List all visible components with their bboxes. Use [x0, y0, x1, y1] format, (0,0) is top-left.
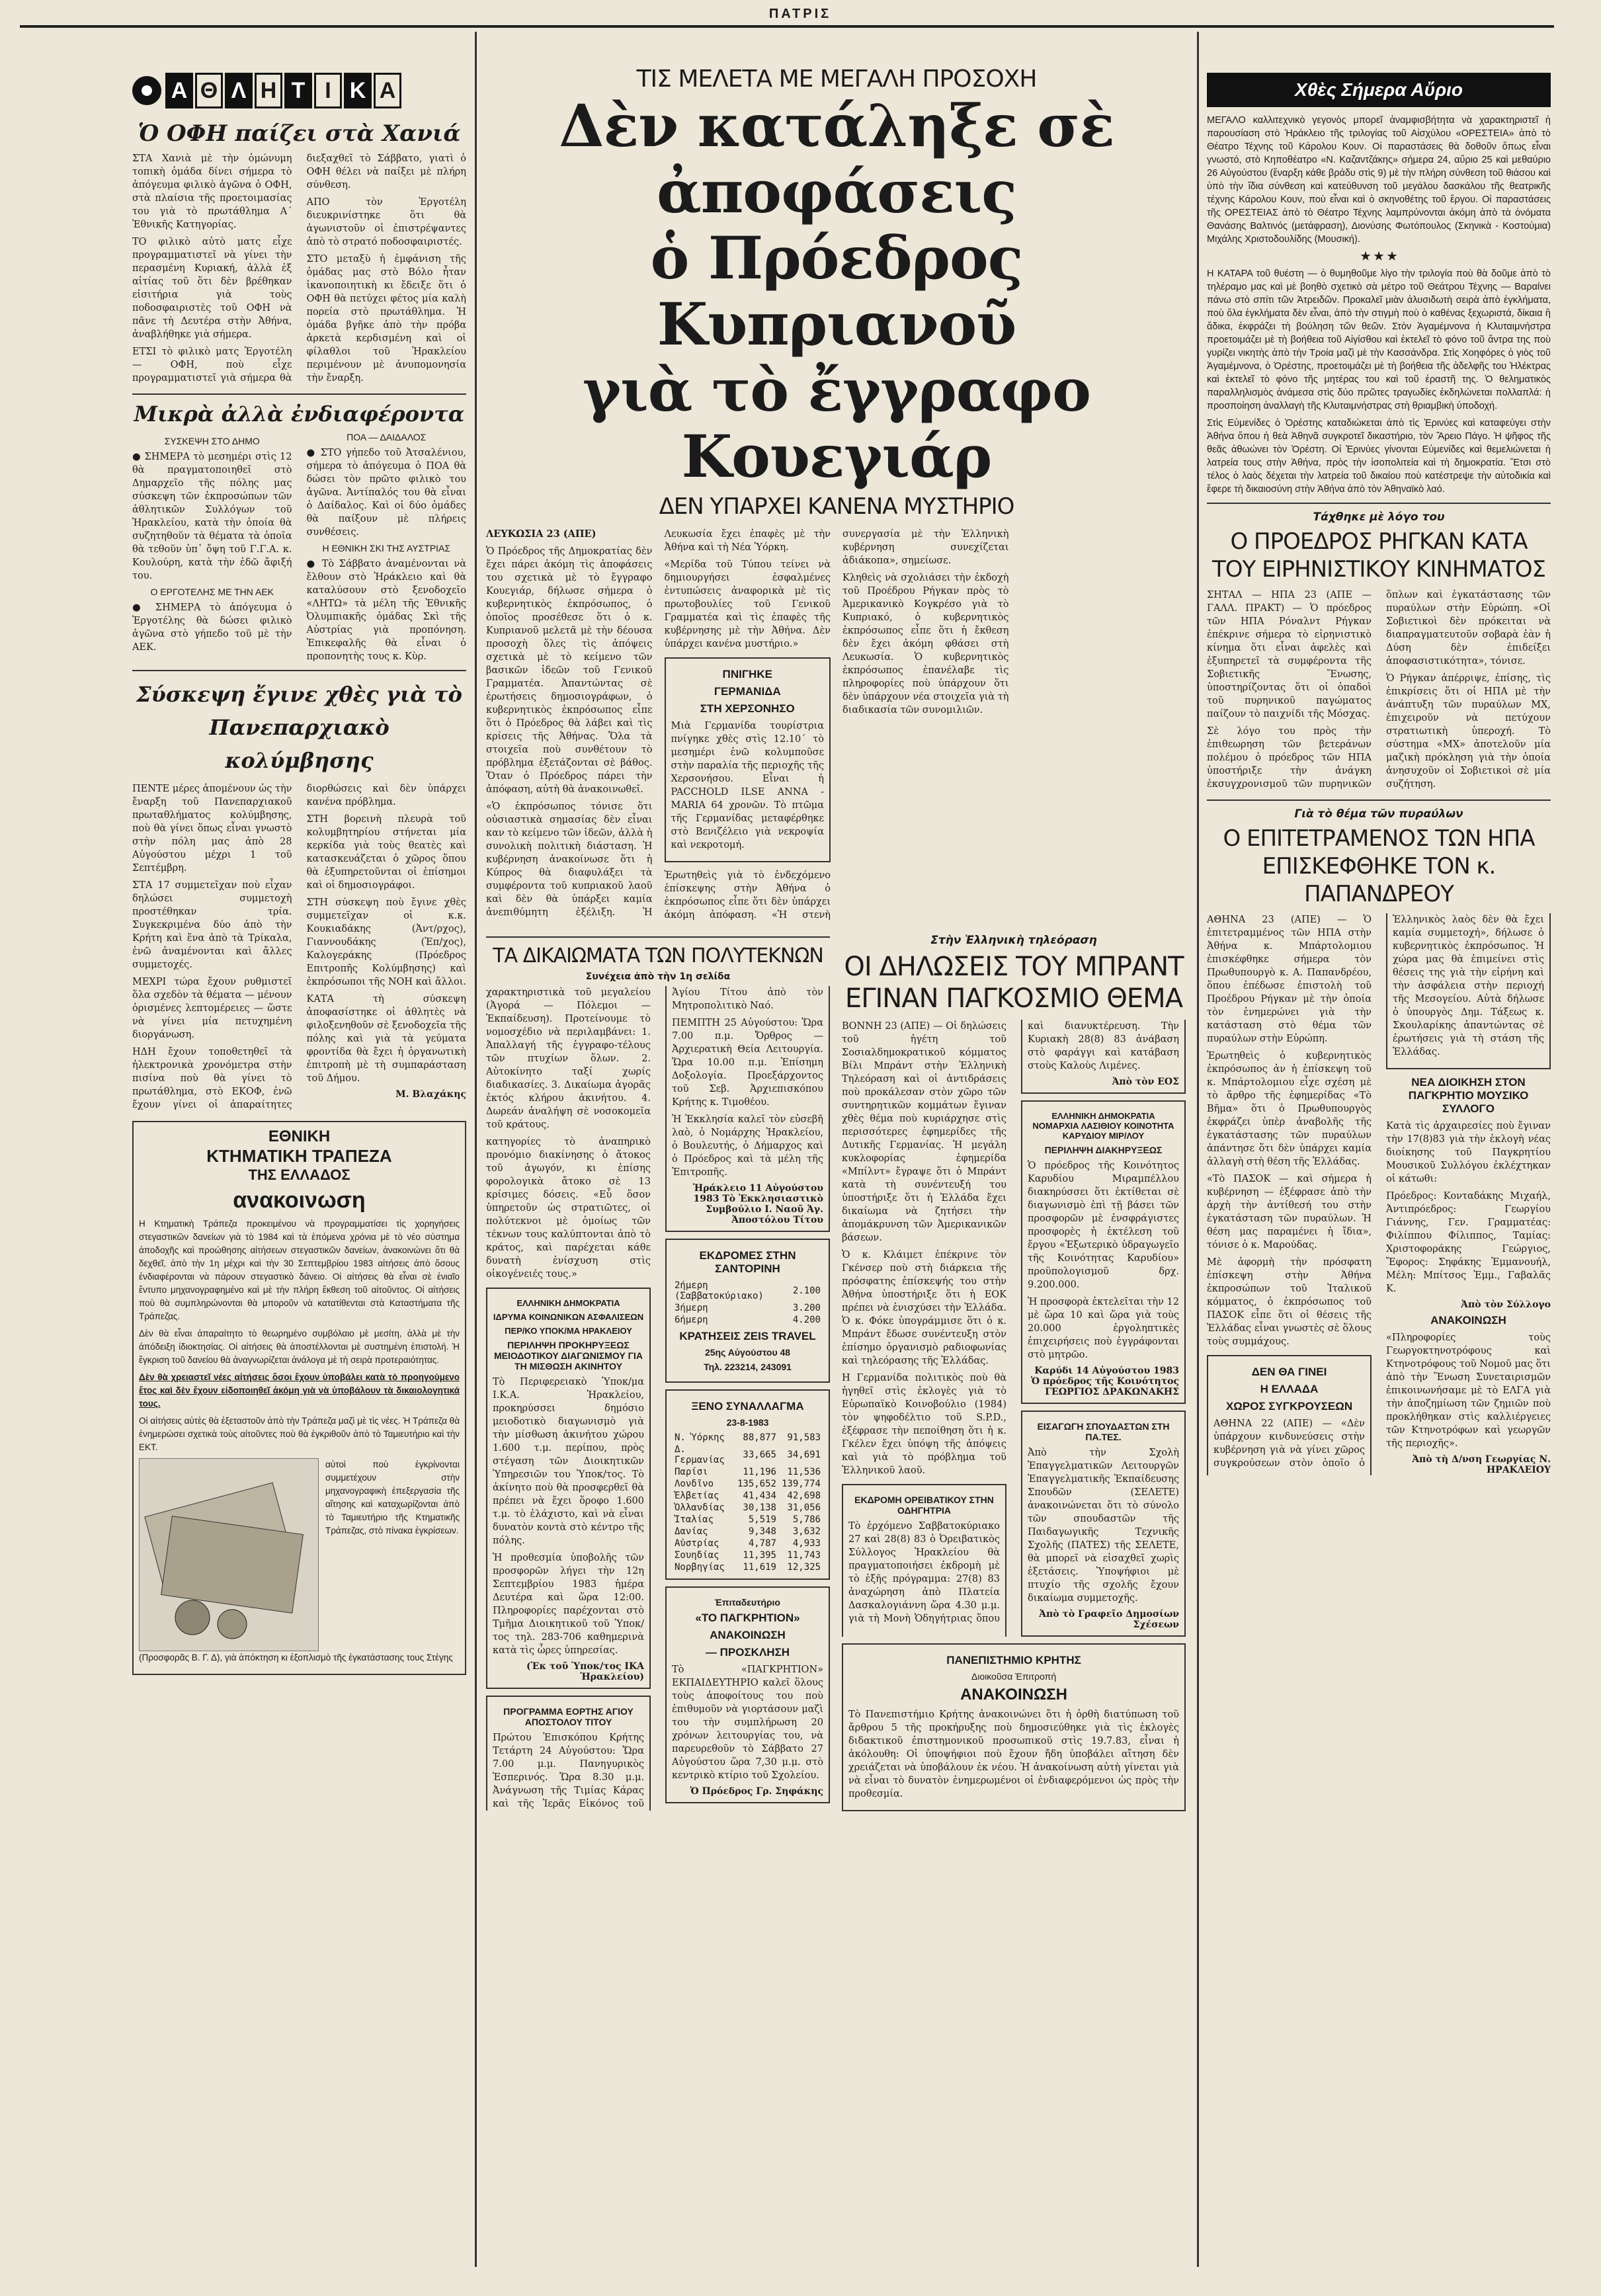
brief-text: ● ΣΗΜΕΡΑ τὸ ἀπόγευμα ὁ Ἐργοτέλης θὰ δώσει φιλικὸ ἀγῶνα στὸ γήπεδο τοῦ μὲ τὴν ΑΕΚ. — [132, 602, 292, 653]
fx-row — [672, 1526, 823, 1538]
fx-date: 23-8-1983 — [726, 1417, 769, 1428]
currency-name: Νορβηγίας — [675, 1562, 725, 1573]
bank-name-line3: ΤΗΣ ΕΛΛΑΔΟΣ — [248, 1167, 350, 1183]
fx-row — [672, 1538, 823, 1549]
divider — [1207, 503, 1551, 504]
pagkritio-notice — [665, 1586, 830, 1803]
price-value: 3.200 — [792, 1303, 821, 1313]
currency-name: Αὐστρίας — [675, 1538, 719, 1549]
brandt-story — [842, 930, 1186, 1818]
ika-notice — [486, 1288, 651, 1689]
currency-name: Ἑλβετίας — [675, 1491, 719, 1501]
admissions-signature: Ἀπὸ τὸ Γραφεῖο Δημοσίων Σχέσεων — [1039, 1609, 1179, 1630]
santorini-prices — [672, 1280, 823, 1326]
buy-rate: 88,877 — [743, 1432, 776, 1443]
buy-rate: 9,348 — [748, 1526, 776, 1537]
currency-name: Ν. Ὑόρκης — [675, 1432, 725, 1443]
sell-rate: 42,698 — [787, 1491, 821, 1501]
ofi-paragraph: ΕΤΣΙ τὸ φιλικὸ ματς Ἐργοτέλη — ΟΦΗ, ποὺ εἶχε προγραμματιστεῖ γιὰ σήμερα θὰ διεξαχθεῖ τὸ Σάββατο, γιατὶ ὁ ΟΦΗ θέλει νὰ παίξει μὲ πλήρη σύνθεση. — [132, 153, 466, 384]
fx-row — [672, 1561, 823, 1573]
main-kicker: ΤΙΣ ΜΕΛΕΤΑ ΜΕ ΜΕΓΑΛΗ ΠΡΟΣΟΧΗ — [636, 65, 1037, 93]
bank-advertisement — [132, 1121, 466, 1675]
fx-row — [672, 1502, 823, 1514]
brief-text: ● ΣΤΟ γήπεδο τοῦ Ἀτσαλένιου, σήμερα τὸ ἀπόγευμα ὁ ΠΟΑ θὰ δώσει τὸν πρῶτο φιλικὸ του ἀγῶνα. Ἀντίπαλός του θὰ εἶναι ὁ Δαίδαλος. Καὶ οἱ δύο ὁμάδες θὰ παίξουν μὲ πλήρεις συνθέσεις. — [306, 448, 466, 538]
theatre-paragraph: ΜΕΓΑΛΟ καλλιτεχνικὸ γεγονὸς μπορεῖ ἀναμφισβήτητα νὰ χαρακτηριστεῖ ἡ παρουσίαση στὸ Ἡράκλειο τῆς τριλογίας τοῦ Αἰσχύλου «ΟΡΕΣΤΕΙΑ» ἀπὸ τὸ Θέατρο Τέχνης τοῦ Κάρολου Κουν. Οἱ παραστάσεις θὰ δοθοῦν ὅπως εἶναι γνωστό, στὸ Κηποθέατρο «Ν. Καζαντζάκης» σήμερα 24, αὔριο 25 καὶ μεθαύριο 26 Αὐγούστου (ἔναρξη κάθε βράδυ στὶς 9) μὲ τὴν πλήρη σύνθεση τοῦ θιάσου καὶ ὑπὸ τὴν ἴδια σύνθεση καὶ κατεύθυνση τοῦ μεγάλου δασκάλου τῆς θεατρικῆς τέχνης Κάρολου Κουν, ποὺ εἶναι καὶ ὁ σκηνοθέτης τοῦ ἔργου. Οἱ παραστάσεις τῆς ΟΡΕΣΤΕΙΑΣ ἀπὸ τὸ Θέατρο Τέχνης λαμπρύνονται ἀκόμη ἀπὸ τὰ ὀνόματα Θανάσης Βαλτινός (μετάφραση), Διονύσης Φωτόπουλος (Σκηνικὰ - Κοστούμια) Μιχάλης Χριστοδουλίδης (Μουσική). — [1207, 115, 1551, 245]
programme-body: ΠΕΜΠΤΗ 25 Αὐγούστου: Ὥρα 7.00 π.μ. Ὄρθρος — Ἀρχιερατικὴ Θεία Λειτουργία. Ὥρα 10.00 π.μ. Ἐπίσημη Δοξολογία. Προεξάρχοντος τοῦ Σεβ. Ἀρχιεπισκόπου Κρήτης κ. Τιμοθέου. — [672, 1018, 823, 1108]
swimming-headline: Σύσκεψη ἔγινε χθὲς γιὰ τὸ Πανεπαρχιακὸ κολύμβησης — [136, 682, 462, 773]
nomarchy-signature: Καρύδι 14 Αὐγούστου 1983 Ὁ πρόεδρος τῆς Κοινότητος ΓΕΩΡΓΙΟΣ ΔΡΑΚΩΝΑΚΗΣ — [1031, 1366, 1179, 1397]
notice-sub: ΑΝΑΚΟΙΝΩΣΗ — [710, 1629, 786, 1641]
missiles-kicker: Γιὰ τὸ θέμα τῶν πυραύλων — [1294, 807, 1463, 821]
center-column — [486, 63, 1187, 2258]
currency-name: Ἰταλίας — [675, 1514, 714, 1525]
germany-title: ΓΕΡΜΑΝΙΔΑ — [714, 685, 781, 698]
ofi-paragraph: ΑΠΟ τὸν Ἐργοτέλη διευκρινίστηκε ὅτι θὰ ἀγωνιστοῦν οἱ ἐπιστρέψαντες ἀπὸ τὸ στρατό ποδοσφαιριστές. — [306, 197, 466, 247]
fx-row — [672, 1432, 823, 1444]
excursion-body: Τὸ ἐρχόμενο Σαββατοκύριακο 27 καὶ 28(8) 83 ὁ Ὀρειβατικὸς Σύλλογος Ἡρακλείου θὰ πραγματοποιήσει ἐκδρομὴ μὲ τὸ ἑξῆς πρόγραμμα: 27(8) 83 ἀναχώρηση ἀπὸ Πλατεία Δασκαλογιάννη ὥρα 4.30 μ.μ. γιὰ τὴ Μονὴ Ὁδηγήτριας ὅπου καὶ διανυκτέρευση. Τὴν Κυριακὴ 28(8) 83 ἀνάβαση στὸ φαράγγι καὶ κατάβαση στοὺς Καλοὺς Λιμένες. — [848, 1021, 1179, 1624]
bank-body: Η Κτηματικὴ Τράπεζα προκειμένου νὰ προγραμματίσει τὶς χορηγήσεις στεγαστικῶν δανείων γιὰ τὸ 1984 καὶ τὰ ἑπόμενα χρόνια μὲ τὸ νέο σύστημα ἀποδοχῆς καὶ προώθησης αἰτήσεων στεγαστικῶν δανείων, ἀνακοινώνει ὅτι θὰ δεχθεῖ, ἀπὸ τὴν 1η μέχρι καὶ τὴν 30 Σεπτεμβρίου 1983 αἰτήσεις ἀπὸ ὅσους ἐνδιαφέρονται νὰ πάρουν στεγαστικὸ δάνειο. Οἱ αἰτήσεις θὰ εἶναι σὲ ἐνιαῖο ἔντυπο μηχανογραφημένο καὶ μὲ τὴν πλήρη ἔκθεση τοῦ αἰτοῦντος. Οἱ αἰτήσεις ποὺ θὰ συμπληρώνονται θὰ μποροῦν νὰ κατατίθενται στὰ Καταστήματα τῆς Τράπεζας. — [139, 1219, 460, 1321]
theatre-paragraph: Στὶς Εὐμενίδες ὁ Ὀρέστης καταδιώκεται ἀπὸ τὶς Ἐρινύες καὶ καταφεύγει στὴν Ἀθήνα ὅπου ἡ θεὰ Ἀθηνᾶ συγκροτεῖ δικαστήριο, τὸν Ἄρειο Πάγο. Ἡ ψῆφος τῆς θεᾶς ἀθωώνει τὸν Ὀρέστη. Οἱ Ἐρινύες γίνονται Εὐμενίδες καὶ θεμελιώνεται ἡ λατρεία τους στὴν Ἀθήνα, πρὸς τὴν ἰσοπολιτεία καὶ τὴ δημοκρατία. Ἔτσι στὸ τέλος ὁ λαὸς δέχεται τὴν λατρεία τοῦ δικαίου ποὺ κατέστρεψε τὴν αὐτοδικία καὶ ἔφερε τὴ δικαιοσύνη στὴν Ἀθήνα ἀπὸ τὸν Ἀθηναϊκὸ λαό. — [1207, 418, 1551, 495]
university-title: ΠΑΝΕΠΙΣΤΗΜΙΟ ΚΡΗΤΗΣ — [946, 1654, 1081, 1666]
bank-name-line1: ΕΘΝΙΚΗ — [268, 1128, 331, 1145]
price-label: 3ήμερη — [675, 1303, 708, 1313]
programme-signature: Ἡράκλειο 11 Αὐγούστου 1983 Τὸ Ἐκκλησιαστικὸ Συμβούλιο Ι. Ναοῦ Ἁγ. Ἀποστόλου Τίτου — [692, 1183, 823, 1225]
story-paragraph: Ὁ Πρόεδρος τῆς Δημοκρατίας δὲν ἔχει πάρει ἀκόμη τὶς ἀποφάσεις του σχετικὰ μὲ τὸ ἔγγραφο Κουεγιάρ, δήλωσε σήμερα ὁ κυβερνητικὸς ἐκπρόσωπος, ὁ ὁποῖος προσέθεσε ὅτι ὁ κ. Κυπριανοῦ μελετᾶ μὲ τὴν δέουσα προσοχὴ ὅλες τὶς ἀπόψεις σχετικὰ μὲ τὸ κείμενο τῶν βασικῶν ἰδεῶν τοῦ Γενικοῦ Γραμματέα. Ἀπαντώντας σὲ ἐρωτήσεις δημοσιογράφων, ὁ κυβερνητικὸς ἐκπρόσωπος εἶπε ὅτι ὁ Πρόεδρος θὰ λάβει καὶ τὶς κρίσεις τῆς Ἀθήνας. Ὅλα τὰ στοιχεῖα ποὺ συνθέτουν τὸ πρόβλημα ἐξετάζονται σὲ βάθος. Ὅταν ὁ Πρόεδρος πάρει τὴν ἀπόφαση, αὐτὴ θὰ ἀνακοινωθεῖ. — [486, 546, 653, 795]
notice-header: ΙΔΡΥΜΑ ΚΟΙΝΩΝΙΚΩΝ ΑΣΦΑΛΙΣΕΩΝ — [493, 1312, 644, 1322]
fx-row — [672, 1466, 823, 1478]
bank-body: Οἱ αἰτήσεις αὐτὲς θὰ ἐξεταστοῦν ἀπὸ τὴν Τράπεζα μαζὶ μὲ τὶς νέες. Ἡ Τράπεζα θὰ ἐνημερώσει σχετικὰ τοὺς αἰτοῦντες ποὺ θὰ ἐγκριθοῦν ἀπὸ τὸ Ταμιευτήριο καὶ τὴν ΕΚΤ. — [139, 1416, 460, 1452]
sell-rate: 5,786 — [792, 1514, 821, 1525]
nomarchy-notice — [1021, 1100, 1186, 1404]
bank-body: Δὲν θὰ εἶναι ἀπαραίτητο τὸ θεωρημένο συμβόλαιο μὲ μεσίτη, ἀλλὰ μὲ τὴν ἀπόδειξη ἰδιοκτησίας. Οἱ αἰτήσεις θὰ ἀποστέλλονται μὲ συστημένη ἐπιστολή. Ἡ ἔγκριση τοῦ δανείου θὰ ἀναγνωρίζεται ἀνάλογα μὲ τὴ σειρὰ προτεραιότητας. — [139, 1329, 460, 1365]
agri-body: «Πληροφορίες τοὺς Γεωργοκτηνοτρόφους καὶ Κτηνοτρόφους τοῦ Νομοῦ μας ὅτι ἀπὸ τὴν Ἕνωση Συνεταιρισμῶν ἐπικοινωνήσαμε μὲ τὸ ΕΛΓΑ γιὰ τὴν ἀποζημίωση τῶν ζημιῶν ποὺ προκλήθηκαν στὶς καλλιέργειες τῶν Κτηνοτρόφων καὶ γεωργῶν τῆς περιοχῆς». — [1386, 1332, 1551, 1449]
currency-name: Ὁλλανδίας — [675, 1502, 725, 1513]
story-paragraph: Κληθεὶς νὰ σχολιάσει τὴν ἐκδοχὴ τοῦ Προέδρου Ρήγκαν πρὸς τὸ Ἀμερικανικὸ Κογκρέσο γιὰ τὸ Κυπριακό, ὁ κυβερνητικὸς ἐκπρόσωπος εἶπε ὅτι ἡ ἔκθεση δὲν ἔχει ἀκόμη φθάσει στὴ Λευκωσία. Ὁ κυβερνητικὸς ἐκπρόσωπος ἐπανέλαβε τὶς πληροφορίες ποὺ ὑπάρχουν ὅτι δὲν ὑπάρχουν νέα στοιχεῖα γιὰ τὴ διαδικασία τῶν συνομιλιῶν. — [842, 573, 1009, 716]
price-label: 2ήμερη (Σαββατοκύριακο) — [675, 1280, 764, 1301]
briefs-headline: Μικρὰ ἀλλὰ ἐνδιαφέροντα — [134, 401, 465, 427]
excursion-title: ΕΚΔΡΟΜΗ ΟΡΕΙΒΑΤΙΚΟΥ ΣΤΗΝ ΟΔΗΓΗΤΡΙΑ — [854, 1495, 994, 1516]
germany-title: ΠΝΙΓΗΚΕ — [722, 668, 772, 680]
rights-story — [486, 930, 830, 1818]
programme-body: Πρώτου Ἐπισκόπου Κρήτης Τετάρτη 24 Αὐγούστου: Ὥρα 7.00 μ.μ. Πανηγυρικὸς Ἑσπερινός. Ὥρα 8.30 μ.μ. Ἀνάγνωση τῆς Τιμίας Κάρας καὶ τῆς Ἱερᾶς Εἰκόνος τοῦ Ἁγίου Τίτου ἀπὸ τὸν Μητροπολιτικὸ Ναό. — [493, 987, 823, 1809]
santorini-title: ΕΚΔΡΟΜΕΣ ΣΤΗΝ ΣΑΝΤΟΡΙΝΗ — [699, 1249, 796, 1275]
programme-body: Ἡ Ἐκκλησία καλεῖ τὸν εὐσεβῆ λαὸ, ὁ Νομάρχης Ἡρακλείου, ὁ Βουλευτής, ὁ Δήμαρχος καὶ ὁ Πρόεδρος καὶ τὰ μέλη τῆς Ἐπιτροπῆς. — [672, 1114, 823, 1178]
buy-rate: 41,434 — [743, 1491, 776, 1501]
nomarchy-title: ΕΛΛΗΝΙΚΗ ΔΗΜΟΚΡΑΤΙΑ ΝΟΜΑΡΧΙΑ ΛΑΣΙΘΙΟΥ ΚΟΙΝΟΤΗΤΑ ΚΑΡΥΔΙΟΥ ΜΙΡ/ΛΟΥ — [1032, 1111, 1174, 1141]
brandt-headline: ΟΙ ΔΗΛΩΣΕΙΣ ΤΟΥ ΜΠΡΑΝΤ ΕΓΙΝΑΝ ΠΑΓΚΟΣΜΙΟ ΘΕΜΑ — [844, 952, 1184, 1014]
brief-title: Η ΕΘΝΙΚΗ ΣΚΙ ΤΗΣ ΑΥΣΤΡΙΑΣ — [322, 543, 451, 554]
buy-rate: 11,196 — [743, 1467, 776, 1477]
agency-phone: Τηλ. 223214, 243091 — [704, 1362, 792, 1372]
continuation-note: Συνέχεια ἀπὸ τὴν 1η σελίδα — [585, 971, 731, 982]
fx-row — [672, 1514, 823, 1526]
brandt-kicker: Στὴν Ἑλληνικὴ τηλεόραση — [930, 934, 1097, 947]
sell-rate: 31,056 — [787, 1502, 821, 1513]
football-icon — [132, 76, 161, 105]
notice-body: Τὸ «ΠΑΓΚΡΗΤΙΟΝ» ΕΚΠΑΙΔΕΥΤΗΡΙΟ καλεῖ ὅλους τοὺς ἀποφοίτους του ποὺ ἐπιθυμοῦν νὰ γιορτάσουν μαζὶ του τὴν συμπλήρωση 20 χρόνων λειτουργίας του, νὰ παρευρεθοῦν τὸ Σάββατο 27 Αὐγούστου ὥρα 7,30 μ.μ. στὸ κεντρικὸ κτίριο τοῦ Σχολείου. — [672, 1664, 823, 1781]
notice-sub: — ΠΡΟΣΚΛΗΣΗ — [705, 1646, 790, 1659]
university-heading: ΑΝΑΚΟΙΝΩΣΗ — [960, 1686, 1067, 1703]
programme-title: ΠΡΟΓΡΑΜΜΑ ΕΟΡΤΗΣ ΑΓΙΟΥ ΑΠΟΣΤΟΛΟΥ ΤΙΤΟΥ — [503, 1706, 634, 1727]
buy-rate: 30,138 — [743, 1502, 776, 1513]
main-subhead: ΔΕΝ ΥΠΑΡΧΕΙ ΚΑΝΕΝΑ ΜΥΣΤΗΡΙΟ — [659, 493, 1014, 520]
title-letter: Η — [255, 73, 282, 108]
reagan-kicker: Τάχθηκε μὲ λόγο του — [1313, 511, 1445, 524]
admissions-title: ΕΙΣΑΓΩΓΗ ΣΠΟΥΔΑΣΤΩΝ ΣΤΗ ΠΑ.ΤΕΣ. — [1037, 1421, 1170, 1442]
separator-stars: ★ ★ ★ — [1360, 250, 1397, 263]
sports-section-title — [132, 73, 466, 108]
sell-rate: 4,933 — [792, 1538, 821, 1549]
sell-rate: 12,325 — [787, 1562, 821, 1573]
running-head: ΠΑΤΡΙΣ — [768, 7, 832, 21]
notice-signature: Ὁ Πρόεδρος Γρ. Σηφάκης — [690, 1786, 823, 1797]
currency-name: Λονδῖνο — [675, 1479, 714, 1489]
notice-title: «ΤΟ ΠΑΓΚΡΗΤΙΟΝ» — [695, 1612, 800, 1624]
brief-text: ● ΣΗΜΕΡΑ τὸ μεσημέρι στὶς 12 θὰ πραγματοποιηθεῖ στὸ Δημαρχεῖο τῆς πόλης μας σύσκεψη τῶν ἐκπροσώπων τῶν ἀθλητικῶν Συλλόγων τοῦ Ἡρακλείου, κατὰ τὴν ὁποία θὰ συζητηθοῦν τὰ θέματα τὰ ὁποῖα θὰ τεθοῦν ὑπ᾽ ὄψη τοῦ Γ.Γ.Α. κ. Κουλούρη, κατὰ τὴν ἐδῶ ἄφιξή του. — [132, 452, 292, 581]
currency-name: Δανίας — [675, 1526, 708, 1537]
excursion-signature: Ἀπὸ τὸν ΕΟΣ — [1112, 1077, 1179, 1087]
sell-rate: 3,632 — [792, 1526, 821, 1537]
main-headline-3: γιὰ τὸ ἔγγραφο Κουεγιάρ — [583, 356, 1090, 491]
fx-row — [672, 1549, 823, 1561]
agency-address: 25ης Αὐγούστου 48 — [704, 1347, 791, 1358]
university-sub: Διοικοῦσα Ἐπιτροπή — [971, 1671, 1057, 1682]
agency-name: ΚΡΑΤΗΣΕΙΣ ZEIS TRAVEL — [679, 1330, 816, 1342]
buy-rate: 4,787 — [748, 1538, 776, 1549]
swim-paragraph: ΣΤΑ 17 συμμετεῖχαν ποὺ εἶχαν δηλώσει συμμετοχὴ προστέθηκαν τρία. Συγκεκριμένα δύο ἀπὸ τὴν Κρήτη καὶ ἕνα ἀπὸ τὰ Τρίκαλα, ἐνῶ ἀναμένονται καὶ ἄλλες συμμετοχές. — [132, 880, 292, 970]
agri-signature: Ἀπὸ τὴ Δ/νση Γεωργίας Ν. ΗΡΑΚΛΕΙΟΥ — [1412, 1454, 1551, 1475]
story-paragraph: Ἐρωτηθεὶς γιὰ τὸ ἐνδεχόμενο ἐπίσκεψης στὴν Ἀθήνα ὁ ἐκπρόσωπος εἶπε ὅτι δὲν ὑπάρχει ἀκόμη ἀπόφαση. «Ἡ στενὴ συνεργασία μὲ τὴν Ἑλληνικὴ κυβέρνηση συνεχίζεται ἀδιάκοπα», σημείωσε. — [664, 529, 1009, 921]
currency-name: Σουηδίας — [675, 1550, 719, 1561]
reagan-paragraph: Σὲ λόγο του πρὸς τὴν ἐπιθεωρηση τῶν βετεράνων πολέμου ὁ πρόεδρος τῶν ΗΠΑ ὑποστήριξε τὴν ἀνάγκη ἐκσυγχρονισμοῦ τῶν πυρηνικῶν ὅπλων καὶ ἐγκατάστασης τῶν πυραύλων στὴν Εὐρώπη. «Οἱ Σοβιετικοὶ δὲν πρόκειται νὰ διαπραγματευτοῦν σοβαρὰ ἐὰν ἡ Δύση δὲν ἐπιδείξει ἀποφασιστικότητα», τόνισε. — [1207, 590, 1551, 790]
divider — [486, 936, 830, 938]
admissions-body: Ἀπὸ τὴν Σχολὴ Ἐπαγγελματικῶν Λειτουργῶν Ἐπαγγελματικῆς Ἐκπαίδευσης Σπουδῶν (ΣΕΛΕΤΕ) ἀνακοινώνεται ὅτι τὸ σύνολο τῶν σπουδαστῶν τῆς Παιδαγωγικῆς Τεχνικῆς Σχολῆς (ΠΑΤΕΣ) τῆς ΣΕΛΕΤΕ, θὰ μπορεῖ νὰ εἰσαχθεῖ χωρὶς ἐξετάσεις. Ὑποψήφιοι μὲ πτυχίο τῆς σχολῆς ἔχουν δικαίωμα συμμετοχῆς. — [1028, 1448, 1179, 1604]
sports-column — [132, 73, 466, 2255]
germany-box — [665, 657, 831, 862]
missiles-headline: Ο ΕΠΙΤΕΤΡΑΜΕΝΟΣ ΤΩΝ ΗΠΑ ΕΠΙΣΚΕΦΘΗΚΕ ΤΟΝ κ. ΠΑΠΑΝΔΡΕΟΥ — [1223, 825, 1535, 907]
no-war-body: ΑΘΗΝΑ 22 (ΑΠΕ) — «Δὲν ὑπάρχουν κινδυνεύσεις στὴν κυβέρνηση γιὰ νὰ γίνει χῶρος συγκρούσεων στὸν ὁποῖο ὁ Ἑλληνικὸς λαὸς δὲν θὰ ἔχει καμία συμμετοχή», δήλωσε ὁ κυβερνητικὸς ἐκπρόσωπος. Ἡ χώρα μας θὰ ἐπιμείνει στὶς θέσεις της γιὰ τὴν εἰρήνη καὶ τὴν ἀσφάλεια στὴν περιοχή τῆς Μεσογείου. Αὐτὰ δήλωσε ὁ ὑπουργὸς Δημ. Τάξεως κ. Σκουλαρίκης ἀπαντώντας σὲ ἐρωτήσεις γιὰ τὴ στάση τῆς Ἑλλάδας. — [1213, 915, 1544, 1469]
rights-paragraph: κατηγορίες τὸ ἀναπηρικὸ προνόμιο διακίνησης ὁ ἄτοκος τοῦ ἀγωγόν, κι ἐπίσης φορολογικὰ ἄτοκο σὲ 13 κρίσιμες δόσεις. «Εὖ ὅσον ὑπηρετοῦν ὡς στρατιῶτες, οἱ πολύτεκνοι μὲ ὁμοίως τῶν τέκνων τους καλύπτονται ἀπὸ τὸ κράτος, καὶ παρέχεται κάθε δυνατὴ ἐνίσχυση στὶς οἰκογένειές τους.» — [486, 1137, 651, 1280]
music-body: Πρόεδρος: Κονταδάκης Μιχαήλ, Ἀντιπρόεδρος: Γεωργίου Γιάννης, Γεν. Γραμματέας: Φιλίππου Φίλιππος, Ταμίας: Χριστοφοράκης Γεώργιος, Ἔφορος: Σηφάκης Ἐμμανουήλ, Μέλη: Μπίτσος Ἐμμ., Γαβαλᾶς Κ. — [1386, 1191, 1551, 1294]
currency-name: Δ. Γερμανίας — [675, 1444, 725, 1465]
buy-rate: 135,652 — [737, 1479, 776, 1489]
right-column — [1207, 73, 1551, 2255]
story-paragraph: «Ὁ ἐκπρόσωπος τόνισε ὅτι οὐσιαστικὰ σημασίας δὲν εἶναι καν τὸ κείμενο τῶν ἰδεῶν, ἀλλὰ ἡ συνολικὴ πολιτικὴ διάσταση. Ἡ κυβέρνηση ἀνακοίνωσε ὅτι ἡ Κύπρος θὰ διαφυλάξει τὰ συμφέροντα τοῦ κυπριακοῦ λαοῦ καὶ δὲν θὰ ὑπάρξει καμία ἀνεπιθύμητη ἐξέλιξη. Ἡ Λευκωσία ἔχει ἐπαφὲς μὲ τὴν Ἀθήνα καὶ τὴ Νέα Ὑόρκη. — [486, 529, 831, 918]
rights-headline: ΤΑ ΔΙΚΑΙΩΜΑΤΑ ΤΩΝ ΠΟΛΥΤΕΚΝΩΝ — [493, 944, 823, 967]
sell-rate: 91,583 — [787, 1432, 821, 1443]
ofi-paragraph: ΤΟ φιλικὸ αὐτὸ ματς εἶχε προγραμματιστεῖ νὰ γίνει τὴν περασμένη Κυριακή, ἀλλὰ ἐξ αἰτίας τοῦ ὅτι δὲν βρέθηκαν εἰσιτήρια γιὰ τοὺς ποδοσφαιριστὲς τοῦ ΟΦΗ νὰ πᾶνε τὴ Δευτέρα στὴν Ἀθήνα, ἀναβλήθηκε γιὰ σήμερα. — [132, 237, 292, 340]
ofi-paragraph: ΣΤΑ Χανιὰ μὲ τὴν ὁμώνυμη τοπικὴ ὁμάδα δίνει σήμερα τὸ ἀπόγευμα φιλικὸ ἀγῶνα ὁ ΟΦΗ, στὰ πλαίσια τῆς προετοιμασίας του γιὰ τὸ πρωτάθλημα Α΄ Ἐθνικῆς Κατηγορίας. — [132, 153, 292, 230]
ofi-paragraph: ΣΤΟ μεταξὺ ἡ ἐμφάνιση τῆς ὁμάδας μας στὸ Βόλο ἦταν ἱκανοποιητικὴ κι ἔδειξε ὅτι ὁ ΟΦΗ θὰ πετύχει φέτος μία καλὴ πορεία στὸ πρωτάθλημα. Ἡ ὁμάδα βγῆκε ἀπὸ τὴν πρόβα ἀρκετὰ κερδισμένη καὶ οἱ φίλαθλοι τοῦ Ἡρακλείου περιμένουν μὲ ἀνυπομονησία τὴν ἔναρξη. — [306, 254, 466, 384]
swim-paragraph: ΣΤΗ βορεινὴ πλευρὰ τοῦ κολυμβητηρίου στήνεται μία κερκίδα γιὰ τοὺς θεατὲς καὶ κατασκευάζεται ὁ χῶρος ὅπου θὰ ἐξυπηρετοῦνται οἱ ἐπίσημοι καὶ οἱ δημοσιογράφοι. — [306, 814, 466, 891]
university-body: Τὸ Πανεπιστήμιο Κρήτης ἀνακοινώνει ὅτι ἡ ὀρθὴ διατύπωση τοῦ ἄρθρου 5 τῆς προκήρυξης ποὺ δημοσιεύθηκε γιὰ τὶς ἐκλογὲς διδακτικοῦ ἐπιστημονικοῦ προσωπικοῦ στὶς 19.7.83, εἶναι ἡ ἀκόλουθη: Οἱ ὑποψήφιοι ποὺ ἔχουν ἤδη ὑποβάλει αἴτηση δὲν χρειάζεται νὰ ὑποβάλουν ἐκ νέου. Ἡ ἀνακοίνωση αὐτὴ γίνεται γιὰ νὰ εἶναι τὸ δυνατὸν ἐνημερωμένοι οἱ ἐνδιαφερόμενοι ὡς πρὸς τὴν προθεσμία. — [848, 1709, 1179, 1799]
reagan-headline: Ο ΠΡΟΕΔΡΟΣ ΡΗΓΚΑΝ ΚΑΤΑ ΤΟΥ ΕΙΡΗΝΙΣΤΙΚΟΥ ΚΙΝΗΜΑΤΟΣ — [1212, 528, 1545, 583]
music-signature: Ἀπὸ τὸν Σύλλογο — [1461, 1299, 1551, 1310]
nomarchy-body: Ἡ προσφορὰ ἐκτελεῖται τὴν 12 μὲ ὥρα 10 καὶ ὥρα γιὰ τοὺς 20.000 ἐργοληπτικὲς ἐπιχειρήσεις ποὺ ἐγγράφονται στὸ μητρῶο. — [1028, 1297, 1179, 1360]
brief-title: ΠΟΑ — ΔΑΙΔΑΛΟΣ — [347, 432, 427, 442]
buy-rate: 5,519 — [748, 1514, 776, 1525]
buy-rate: 11,619 — [743, 1562, 776, 1573]
divider — [132, 670, 466, 671]
swim-paragraph: ΣΤΗ σύσκεψη ποὺ ἔγινε χθὲς συμμετεῖχαν οἱ κ.κ. Κουκιαδάκης (Ἀντ/ρχος), Γιαννουδάκης (Ἐπ/χος), Καλογεράκης (Πρόεδρος Επιτροπῆς Κολύμβησης) καὶ ἐκπρόσωποι τῆς ΝΟΗ καὶ ἄλλοι. — [306, 897, 466, 987]
dateline: ΛΕΥΚΩΣΙΑ 23 (ΑΠΕ) — [486, 528, 596, 540]
notice-header: ΠΕΡ/ΚΟ ΥΠΟΚ/ΜΑ ΗΡΑΚΛΕΙΟΥ — [505, 1326, 632, 1336]
university-notice — [842, 1643, 1186, 1811]
price-row — [672, 1314, 823, 1326]
notice-header: ΕΛΛΗΝΙΚΗ ΔΗΜΟΚΡΑΤΙΑ — [516, 1298, 620, 1308]
no-war-title: ΔΕΝ ΘΑ ΓΙΝΕΙ — [1251, 1366, 1327, 1378]
divider — [1207, 800, 1551, 801]
bank-emphasis: Δὲν θὰ χρειαστεῖ νέες αἰτήσεις ὅσοι ἔχουν ὑποβάλει κατὰ τὸ προηγούμενο ἔτος καὶ δὲν ἔχουν εἰδοποιηθεῖ ἀκόμη γιὰ νὰ ὑποβάλουν τὰ δικαιολογητικά τους. — [139, 1372, 460, 1409]
title-letter: Ι — [314, 73, 342, 108]
bank-announcement-title: ανακοινωση — [233, 1188, 366, 1213]
swim-paragraph: ΗΔΗ ἔχουν τοποθετηθεῖ τὰ ἠλεκτρονικὰ χρονόμετρα στὴν πισίνα ποὺ θὰ γίνει τὸ πρωτάθλημα, στὸ ΕΚΟΦ, ἐνῶ ἔχουν γίνει οἱ ἀπαραίτητες διορθώσεις καὶ δὲν ὑπάρχει κανένα πρόβλημα. — [132, 784, 466, 1110]
brandt-paragraph: Η Γερμανίδα πολιτικὸς ποὺ θὰ ἡγηθεῖ στὶς ἐκλογὲς γιὰ τὸ Εὐρωπαϊκὸ Κοινοβούλιο (1984) τὸν ψηφοδέλτιο τοῦ S.P.D., ἐξέφρασε τὴν πεποίθηση ὅτι ἡ κ. Γκέλεν ἔχει ὑπόψη τῆς ἀπόψεις καὶ γιὰ τὸ πρόβλημα τοῦ Ἑλληνικοῦ λαοῦ. — [842, 1373, 1006, 1476]
agri-title: ΑΝΑΚΟΙΝΩΣΗ — [1430, 1314, 1506, 1327]
column-divider — [475, 32, 477, 2267]
currency-name: Παρίσι — [675, 1467, 708, 1477]
germany-body: Μιὰ Γερμανίδα τουρίστρια πνίγηκε χθὲς στὶς 12.10΄ τὸ μεσημέρι ἐνῶ κολυμποῦσε στὴν παραλία τῆς περιοχῆς τῆς Χερσονήσου. Εἶναι ἡ PACCHOLD ILSE ANNA - MARIA 64 χρονῶν. Τὸ πτῶμα τῆς Γερμανίδας μεταφέρθηκε στὸ Βενιζέλειο γιὰ νεκροψία καὶ νεκροτομή. — [671, 721, 824, 850]
bank-body: αὐτοὶ ποὺ ἐγκρίνονται συμμετέχουν στὴν μηχανογραφικὴ ἐπεξεργασία τῆς αἴτησης καὶ καταχωρίζονται ἀπὸ τὸ Ταμιευτήριο τῆς Κτηματικῆς Τράπεζας, στὸ πίνακα ἐγκρίσεων. — [325, 1459, 460, 1536]
missiles-paragraph: «Τὸ ΠΑΣΟΚ — καὶ σήμερα ἡ κυβέρνηση — ἐξέφρασε ἀπὸ τὴν ἀρχὴ τὴν ἀντίθεσή του στὴν ἐγκατάσταση τῶν πυραύλων. Ἡ θέση μας παραμένει ἡ ἴδια», τόνισε ὁ κ. Μαρούδας. — [1207, 1174, 1372, 1250]
brief-text: ● Τὸ Σάββατο ἀναμένονται νὰ ἔλθουν στὸ Ἡράκλειο καὶ θὰ καταλύσουν στὸ ξενοδοχεῖο «ΛΗΤΩ» τὰ μέλη τῆς Ἐθνικῆς Ὀλυμπιακῆς ὁμάδας Σκὶ τῆς Αὐστρίας γιὰ προπόνηση. Ἐπικεφαλῆς θὰ εἶναι ὁ προπονητὴς τους κ. Κὺρ. — [306, 559, 466, 662]
bank-name-line2: ΚΤΗΜΑΤΙΚΗ ΤΡΑΠΕΖΑ — [206, 1146, 392, 1166]
title-letter: Λ — [225, 73, 253, 108]
price-value: 4.200 — [792, 1315, 821, 1325]
fx-table — [672, 1432, 823, 1573]
fx-table-box — [665, 1389, 830, 1580]
bank-body: (Προσφορᾶς Β. Γ. Δ), γιὰ ἀπόκτηση κι ἐξοπλισμὸ τῆς ἐγκατάστασης τους Στέγης — [139, 1653, 453, 1662]
nomarchy-sub: ΠΕΡΙΛΗΨΗ ΔΙΑΚΗΡΥΞΕΩΣ — [1044, 1145, 1163, 1155]
main-headline-2: ὁ Πρόεδρος Κυπριανοῦ — [650, 224, 1023, 358]
notice-head: Ἐπιταδευτήριο — [715, 1597, 780, 1608]
swim-paragraph: ΚΑΤΑ τὴ σύσκεψη ἀποφασίστηκε οἱ ἀθλητὲς νὰ φιλοξενηθοῦν σὲ ξενοδοχεῖα τῆς πόλης καὶ γιὰ τὰ γεύματα φροντίδα θὰ ἔχει ἡ ὀργανωτικὴ ἐπιτροπὴ μὲ τὴ συμπαράσταση τοῦ Δήμου. — [306, 994, 466, 1084]
title-letter: Α — [374, 73, 401, 108]
main-headline-1: Δὲν κατάληξε σὲ ἀποφάσεις — [559, 91, 1114, 226]
missiles-paragraph: Ἐρωτηθεὶς ὁ κυβερνητικὸς ἐκπρόσωπος ἀν ἡ ἐπίσκεψη τοῦ κ. Μπάρτολομιου εἶχε σχέση μὲ τὸ ἄρθρο τῆς ἐφημερίδας «Τὸ Βῆμα» ὅτι ὁ Πρωθυπουργὸς ἐκφράζει ὑπὲρ ἀναβολῆς τῆς ἐγκατάστασης τῶν πυραύλων ἀπάντησε ὅτι δὲν ὑπάρχει καμία ἀλλαγὴ στὴ θέση τῆς Ἑλλάδας. — [1207, 1051, 1372, 1167]
reagan-paragraph: ΣΗΤΑΛ — ΗΠΑ 23 (ΑΠΕ — ΓΑΛΛ. ΠΡΑΚΤ) — Ὁ πρόεδρος τῶν ΗΠΑ Ρόναλντ Ρήγκαν ἐπέκρινε σήμερα τὸ εἰρηνιστικὸ κίνημα ὅτι εἶναι ἀφελὲς καὶ ἐξυπηρετεῖ τὰ συμφέροντα τῆς Σοβιετικῆς Ἕνωσης, ὑποστηρίζοντας ὅτι οἱ ὀπαδοὶ τοῦ πυρηνικοῦ παγώματος παίζουν τὸ παιχνίδι τῆς Μόσχας. — [1207, 590, 1372, 719]
byline: Μ. Βλαχάκης — [395, 1089, 466, 1100]
notice-body: Τὸ Περιφερειακὸ Ὑποκ/μα Ι.Κ.Α. Ἡρακλείου, προκηρύσσει δημόσιο μειοδοτικὸ διαγωνισμὸ γιὰ τὴν μίσθωση ἀκινήτου χώρου 1.600 τ.μ. περίπου, πρὸς στέγαση τῶν Διοικητικῶν Ὑπηρεσιῶν του Ὑποκ/τος. Τὸ ἀκίνητο ποὺ θὰ προσφερθεῖ θὰ πρέπει νὰ ἔχει ὅροφο 1.600 τ.μ. τὸ ἐλάχιστο, καὶ νὰ εἶναι δυνατὸν κοντὰ στὸ κέντρο τῆς πόλης. — [493, 1377, 644, 1546]
music-body: Κατὰ τὶς ἀρχαιρεσίες ποὺ ἔγιναν τὴν 17(8)83 γιὰ τὴν ἐκλογὴ νέας διοίκησης τοῦ Παγκρητίου Μουσικοῦ Συλλόγου ἐκλέχτηκαν οἱ κάτωθι: — [1386, 1121, 1551, 1184]
ofi-headline: Ὁ ΟΦΗ παίζει στὰ Χανιά — [138, 120, 461, 147]
fx-row — [672, 1444, 823, 1466]
sell-rate: 11,743 — [787, 1550, 821, 1561]
price-value: 2.100 — [792, 1286, 821, 1296]
swim-paragraph: ΜΕΧΡΙ τώρα ἔχουν ρυθμιστεῖ ὅλα σχεδὸν τὰ θέματα — μένουν ὁρισμένες λεπτομέρειες — ὥστε νὰ γίνει μία πετυχημένη διοργάνωση. — [132, 977, 292, 1040]
top-rule — [20, 25, 1554, 28]
rights-paragraph: χαρακτηριστικὰ τοῦ μεγαλείου (Ἀγορά — Πόλεμοι — Ἐκπαίδευση). Προτείνουμε τὸ νομοσχέδιο νὰ περιλαμβάνει: 1. Ἀπαλλαγή τῆς ἐγγραφο-τέλους τῶν πτυχίων ὅλων. 2. Αὐτοκίνητο ταξί χωρίς διαδικασίες. 3. Δικαίωμα ἀγορᾶς ἐκτός κλήρου ἀκινήτου. 4. Δωρεάν ἀναλήψη σὲ νοσοκομεῖα τοῦ κράτους. — [486, 987, 651, 1130]
missiles-paragraph: ΑΘΗΝΑ 23 (ΑΠΕ) — Ὁ ἐπιτετραμμένος τῶν ΗΠΑ στὴν Ἀθήνα κ. Μπάρτολομιου ἐπισκέφθηκε σήμερα τὸν Πρωθυπουργὸ κ. Α. Παπανδρέου, ὅπου ἐπέδωσε ἐπιστολὴ τοῦ Προέδρου Ρήγκαν μὲ τὴν ὁποία τὸν ἐνημερώνει γιὰ τὴν κατάσταση στὸ θέμα τῶν πυραύλων στὴν Εὐρώπη. — [1207, 915, 1372, 1044]
admissions-box — [1021, 1411, 1186, 1637]
sell-rate: 139,774 — [781, 1479, 821, 1489]
notice-subject: ΠΕΡΙΛΗΨΗ ΠΡΟΚΗΡΥΞΕΩΣ ΜΕΙΟΔΟΤΙΚΟΥ ΔΙΑΓΩΝΙΣΜΟΥ ΓΙΑ ΤΗ ΜΙΣΘΩΣΗ ΑΚΙΝΗΤΟΥ — [493, 1340, 643, 1372]
santorini-ad — [665, 1239, 830, 1383]
missiles-paragraph: Μὲ ἀφορμὴ τὴν πρόσφατη ἐπίσκεψη στὴν Ἀθήνα ἐκπροσώπων τοῦ Ἰταλικοῦ κόμματος, ὁ ἐκπρόσωπος τοῦ ΠΑΣΟΚ εἶπε ὅτι οἱ θέσεις τῆς Ἑλλάδας εἶναι γνωστὲς σὲ ὅλους τοὺς συμμάχους. — [1207, 1257, 1372, 1347]
brief-title: ΣΥΣΚΕΨΗ ΣΤΟ ΔΗΜΟ — [164, 436, 260, 446]
sell-rate: 34,691 — [787, 1450, 821, 1460]
germany-title: ΣΤΗ ΧΕΡΣΟΝΗΣΟ — [700, 702, 795, 715]
divider — [132, 393, 466, 395]
main-story-body — [486, 528, 1187, 924]
notice-signature: (Ἐκ τοῦ Ὑποκ/τος ΙΚΑ Ἡρακλείου) — [526, 1661, 644, 1682]
price-label: 6ήμερη — [675, 1315, 708, 1325]
nomarchy-body: Ὁ πρόεδρος τῆς Κοινότητος Καρυδίου Μιραμπέλλου διακηρύσσει ὅτι ἐκτίθεται σὲ διαγωνισμὸ ἐπὶ τῇ βάσει τῶν προσφορῶν μὲ ἐνσφράγιστες προσφορὲς ἡ ἐκτέλεση τοῦ ἔργου «Ἐξωτερικὸ ὑδραγωγεῖο τῆς Κοινότητας Καρυδίου» προϋπολογισμοῦ δρχ. 9.200.000. — [1028, 1161, 1179, 1290]
buy-rate: 33,665 — [743, 1450, 776, 1460]
brandt-paragraph: ΒΟΝΝΗ 23 (ΑΠΕ) — Οἱ δηλώσεις τοῦ ἡγέτη τοῦ Σοσιαλδημοκρατικοῦ κόμματος Βίλι Μπράντ στὴν Ἑλληνικὴ Τηλεόραση καὶ οἱ ἀντιδράσεις ποὺ προκάλεσαν στὸν χῶρο τῶν συντηρητικῶν κομμάτων ἔγιναν χθὲς θέμα ποὺ κυριάρχησε στὶς περισσότερες ἐφημερίδες τῆς Δυτικῆς Γερμανίας. Ἡ μεγάλη κυκλοφορίας ἐφημερίδα «Μπίλντ» ἔγραψε ὅτι ὁ Μπράντ κατὰ τὴ συνέντευξή του ὑποστήριξε ὅτι ἡ Ἑλλάδα ἔχει δικαίωμα νὰ ζητήσει τὴν ἀπομάκρυνση τῶν Ἀμερικανικῶν βάσεων. — [842, 1021, 1006, 1243]
title-letter: Α — [165, 73, 193, 108]
price-row — [672, 1280, 823, 1302]
brief-title: Ο ΕΡΓΟΤΕΛΗΣ ΜΕ ΤΗΝ ΑΕΚ — [150, 587, 274, 597]
swim-paragraph: ΠΕΝΤΕ μέρες ἀπομένουν ὡς τὴν ἔναρξη τοῦ Πανεπαρχιακοῦ πρωταθλήματος κολύμβησης, ποὺ θὰ γίνει ὅπως εἶναι γνωστὸ στὴν πόλη μας ἀπὸ 28 Αὐγούστου μέχρι 1 τοῦ Σεπτέμβρη. — [132, 784, 292, 874]
title-letter: Τ — [284, 73, 312, 108]
money-image — [139, 1458, 319, 1651]
sell-rate: 11,536 — [787, 1467, 821, 1477]
theatre-paragraph: Η ΚΑΤΑΡΑ τοῦ θυέστη — ὁ θυμηθοῦμε λίγο τὴν τριλογία ποὺ θὰ δοῦμε ἀπὸ τὸ τηλέραμο μας καὶ μὲ βοηθὸ σχετικὸ σὰ μέτρο τοῦ Θεάτρου Τέχνης — Βαραίνει πάνω στὸ σπίτι τῶν Ἀτρειδῶν. Προκαλεῖ μιὰν ἀλυσιδωτὴ σειρὰ ἀπὸ ἐγκλήματα, ποὺ ὅλα ἐγκλήματα δὲν εἶναι, ἀπὸ τὴν στιγμὴ ποὺ ὁ καθένας ξεχωριστά, δίκαια ἢ ἄδικα, ἐκφράζει τὴ βούληση τῶν θεῶν. Στὸν Ἀγαμέμνονα ἡ Κλυταιμνήστρα προετοιμάζει μὲ τὴ βοήθεια τοῦ Αἰγίσθου καὶ ἐκτελεῖ τὸ φόνο τοῦ ἄντρα της ποὺ γυρίζει νικητὴς ἀπὸ τὴν Τροία μαζὶ μὲ τὴν Κασσάνδρα. Στὶς Χοηφόρες ὁ γιὸς τοῦ Ἀγαμέμνονα, ὁ Ὀρέστης, προετοιμάζει μὲ τὴ βοήθεια τῆς ἀδελφῆς του Ἠλέκτρας καὶ ἐκτελεῖ τὸ φόνο τῆς μητέρας του καὶ τοῦ ἐραστῆ της. Ὁ θεληματικὸς παραλληλισμὸς ἀνάμεσα στὶς δύο πρῶτες τραγωδίες ἐκδηλώνεται πολλαπλά: ἡ προσποίηση ἀναλλαγὴ τῆς Κλυταιμνήστρας στὴ θριαμβικὴ ὑποδοχή. — [1207, 268, 1551, 411]
column-banner: Χθὲς Σήμερα Αὔριο — [1207, 73, 1551, 107]
reagan-paragraph: Ὁ Ρήγκαν ἀπέρριψε, ἐπίσης, τὶς ἐπικρίσεις ὅτι οἱ ΗΠΑ μὲ τὴν ἀνάπτυξη τῶν πυραύλων MX, ἐπιχειροῦν νὰ πετύχουν στρατιωτικὴ ὑπεροχή. Τὸ σύστημα «ΜΧ» ἀποτελοῦν μία μαζικὴ πρόκληση γιὰ τὴν ὁποία ἀνησυχοῦν οἱ Σοβιετικοὶ σὲ μία συζήτηση. — [1386, 673, 1551, 790]
fx-title: ΞΕΝΟ ΣΥΝΑΛΛΑΓΜΑ — [691, 1400, 804, 1413]
column-divider — [1197, 32, 1199, 2267]
title-letter: Θ — [195, 73, 223, 108]
title-letter: Κ — [344, 73, 372, 108]
story-paragraph: «Μερίδα τοῦ Τύπου τείνει νὰ δημιουργήσει ἐσφαλμένες ἐντυπώσεις ἀναφορικὰ μὲ τὶς πρωτοβουλίες τοῦ Γενικοῦ Γραμματέα καὶ τὶς ἐπαφὲς τῆς κυβέρνησης μὲ τὴν Ἀθήνα. Δὲν ὑπάρχει κανένα μυστήριο.» — [664, 559, 831, 649]
fx-row — [672, 1490, 823, 1502]
fx-row — [672, 1478, 823, 1490]
music-title: ΝΕΑ ΔΙΟΙΚΗΣΗ ΣΤΟΝ ΠΑΓΚΡΗΤΙΟ ΜΟΥΣΙΚΟ ΣΥΛΛΟΓΟ — [1408, 1076, 1529, 1115]
notice-body: Ἡ προθεσμία ὑποβολῆς τῶν προσφορῶν λήγει τὴν 12η Σεπτεμβρίου 1983 ἡμέρα Δευτέρα καὶ ὥρα 12:00. Πληροφορίες παρέχονται στὸ Τμῆμα Διοικητικοῦ τοῦ Ὑποκ/τος τηλ. 283-706 καθημερινὰ κατὰ τὶς ὧρες ὑπηρεσίας. — [493, 1553, 644, 1656]
no-war-title: Η ΕΛΛΑΔΑ — [1260, 1383, 1319, 1395]
price-row — [672, 1302, 823, 1314]
brandt-paragraph: Ὁ κ. Κλάιμετ ἐπέκρινε τὸν Γκένσερ ποὺ στὴ διάρκεια τῆς πρόσφατης ἐπίσκεψής του στὴν Ἀθήνα ὑποστήριξε ὅτι ἡ ΕΟΚ πρέπει νὰ ἐνισχύσει τὴν Ἑλλάδα. Ὁ κ. Φόκε ὑπογράμμισε ὅτι ὁ κ. Μπράντ ἔδωσε συνέντευξη στὸν ἐπίσημο ὀργανισμὸ ραδιοφωνίας καὶ τηλεόρασης τῆς Ἑλλάδας. — [842, 1250, 1006, 1366]
no-war-title: ΧΩΡΟΣ ΣΥΓΚΡΟΥΣΕΩΝ — [1225, 1400, 1353, 1413]
buy-rate: 11,395 — [743, 1550, 776, 1561]
